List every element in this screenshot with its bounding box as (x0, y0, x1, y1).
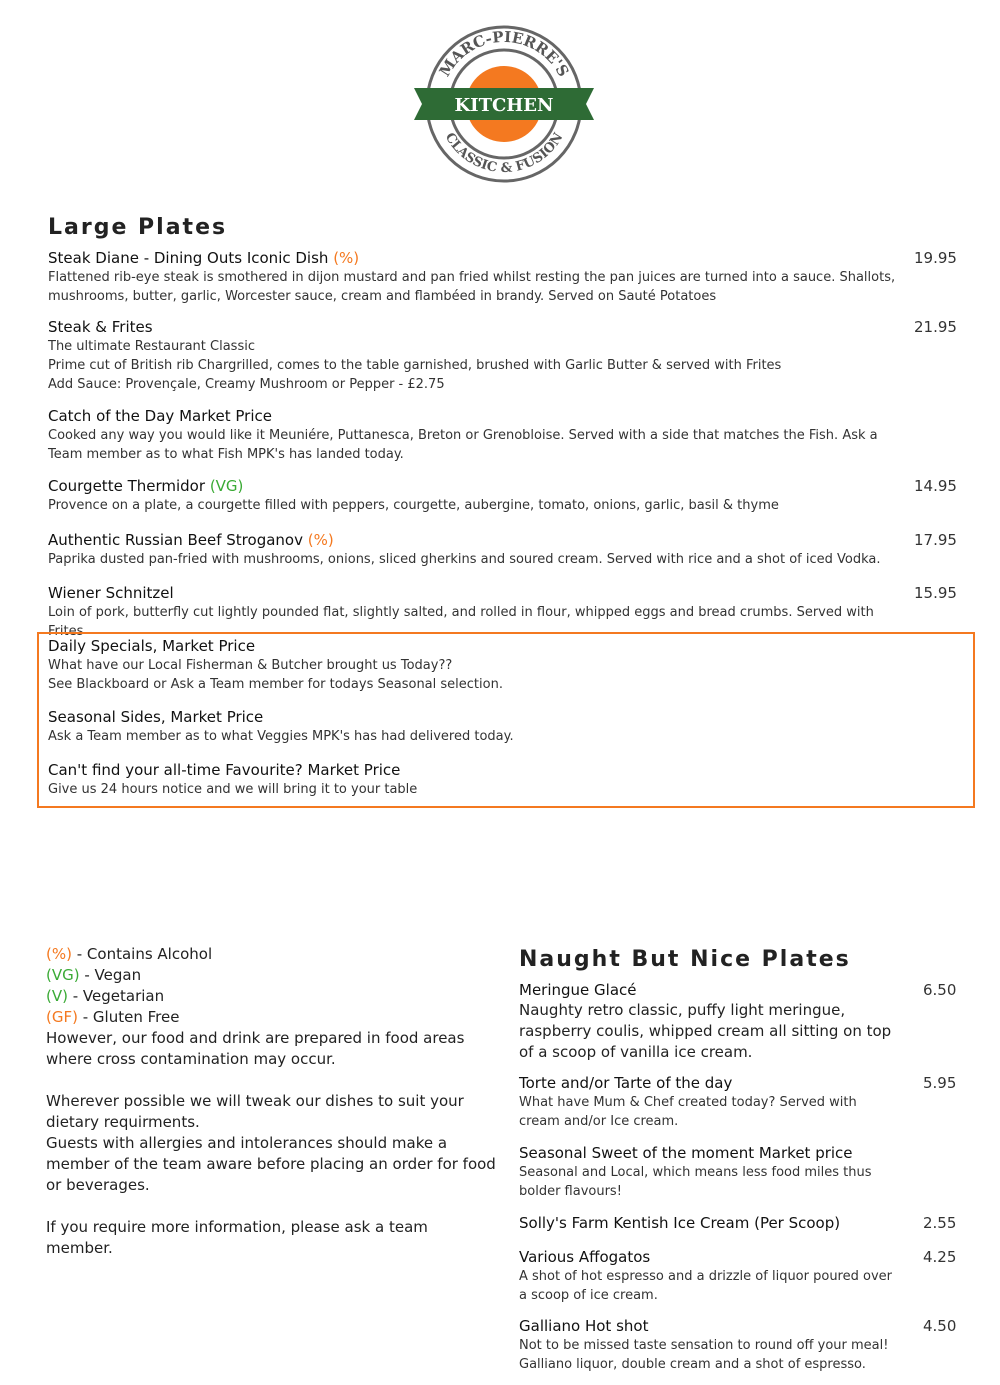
dessert-description: What have Mum & Chef created today? Served with cream and/or Ice cream. (519, 1095, 857, 1129)
info-note: If you require more information, please ask a team member. (46, 1218, 428, 1257)
special-description: Ask a Team member as to what Veggies MPK's has had delivered today. (48, 729, 514, 744)
item-price: 15.95 (914, 584, 957, 602)
item-title (48, 407, 908, 426)
item-name: Wiener Schnitzel (48, 584, 174, 602)
item-price: 19.95 (914, 249, 957, 267)
dessert-name: Seasonal Sweet of the moment Market price (519, 1144, 853, 1162)
legend-item (46, 965, 496, 986)
special-description: See Blackboard or Ask a Team member for todays Seasonal selection. (48, 677, 503, 692)
svg-text:KITCHEN: KITCHEN (454, 95, 554, 116)
item-description: Cooked any way you would like it Meuniére, Puttanesca, Breton or Grenobloise. Served with a side that matches the Fish. Ask a Team member as to what Fish MPK's has landed today. (48, 428, 878, 462)
item-title (48, 318, 908, 337)
dessert-price: 2.55 (923, 1214, 957, 1232)
dietary-tag: (VG) (209, 477, 244, 495)
menu-item (48, 477, 908, 515)
legend-item (46, 986, 496, 1007)
item-description: Paprika dusted pan-fried with mushrooms, onions, sliced gherkins and soured cream. Served with rice and a shot of iced Vodka. (48, 552, 881, 567)
allergy-note: Guests with allergies and intolerances should make a member of the team aware before placing an order for food or beverages. (46, 1134, 496, 1194)
dessert-description: Naughty retro classic, puffy light meringue, raspberry coulis, whipped cream all sitting on top of a scoop of vanilla ice cream. (519, 1001, 892, 1061)
item-price: 21.95 (914, 318, 957, 336)
dessert-price: 5.95 (923, 1074, 957, 1092)
dessert-item (519, 1144, 899, 1201)
legend-code: (VG) (46, 966, 80, 984)
special-title: Can't find your all-time Favourite? Market Price (48, 761, 401, 779)
item-description: The ultimate Restaurant Classic (48, 339, 255, 354)
item-title (48, 477, 908, 496)
menu-item (48, 318, 908, 394)
legend-item (46, 944, 496, 965)
legend-code: (%) (46, 945, 72, 963)
dessert-name: Various Affogatos (519, 1248, 651, 1266)
nice-plates-heading: Naught But Nice Plates (519, 947, 851, 972)
dessert-price: 4.25 (923, 1248, 957, 1266)
item-description: Loin of pork, butterfly cut lightly pounded flat, slightly salted, and rolled in flour, whipped eggs and bread crumbs. Served with Frites (48, 605, 874, 639)
dessert-price: 4.50 (923, 1317, 957, 1335)
special-title: Seasonal Sides, Market Price (48, 708, 264, 726)
legend-label: - Gluten Free (77, 1008, 180, 1026)
item-name: Steak Diane - Dining Outs Iconic Dish (48, 249, 329, 267)
dessert-description: Seasonal and Local, which means less food miles thus bolder flavours! (519, 1165, 872, 1199)
svg-text:MARC-PIERRE'S: MARC-PIERRE'S (435, 27, 573, 80)
dessert-price: 6.50 (923, 981, 957, 999)
item-title (48, 584, 908, 603)
dessert-item (519, 1317, 899, 1374)
legend-code: (GF) (46, 1008, 78, 1026)
dessert-item (519, 1074, 899, 1131)
item-description: Flattened rib-eye steak is smothered in dijon mustard and pan fried whilst resting the pan juices are turned into a sauce. Shallots, mushrooms, butter, garlic, Worcester sauce, cream and flambéed in brandy. Served on Sauté Potatoes (48, 270, 896, 304)
special-title: Daily Specials, Market Price (48, 637, 256, 655)
item-name: Courgette Thermidor (48, 477, 206, 495)
item-description: Prime cut of British rib Chargrilled, comes to the table garnished, brushed with Garlic Butter & served with Frites (48, 358, 782, 373)
item-name: Catch of the Day Market Price (48, 407, 272, 425)
special-item (48, 637, 908, 694)
menu-item (48, 531, 908, 569)
dessert-name: Torte and/or Tarte of the day (519, 1074, 733, 1092)
dessert-name: Meringue Glacé (519, 981, 637, 999)
special-description: Give us 24 hours notice and we will bring it to your table (48, 782, 418, 797)
item-title (48, 531, 908, 550)
dessert-description: Not to be missed taste sensation to round off your meal! Galliano liquor, double cream and a shot of espresso. (519, 1338, 889, 1372)
special-item (48, 708, 908, 746)
special-item (48, 761, 908, 799)
svg-text:CLASSIC & FUSION: CLASSIC & FUSION (441, 130, 567, 177)
kitchen-logo (412, 24, 596, 184)
special-description: What have our Local Fisherman & Butcher brought us Today?? (48, 658, 453, 673)
legend-label: - Vegetarian (67, 987, 165, 1005)
dietary-legend (46, 944, 496, 1259)
allergen-note: However, our food and drink are prepared in food areas where cross contamination may occur. (46, 1029, 465, 1068)
legend-code: (V) (46, 987, 68, 1005)
menu-item (48, 407, 908, 464)
item-description: Add Sauce: Provençale, Creamy Mushroom or Pepper - £2.75 (48, 377, 445, 392)
item-name: Authentic Russian Beef Stroganov (48, 531, 303, 549)
item-price: 17.95 (914, 531, 957, 549)
dessert-name: Solly's Farm Kentish Ice Cream (Per Scoop) (519, 1214, 841, 1232)
menu-item (48, 249, 908, 306)
dessert-name: Galliano Hot shot (519, 1317, 649, 1335)
dietary-tag: (%) (307, 531, 334, 549)
legend-label: - Contains Alcohol (71, 945, 213, 963)
dietary-tag: (%) (333, 249, 360, 267)
dessert-description: A shot of hot espresso and a drizzle of liquor poured over a scoop of ice cream. (519, 1269, 892, 1303)
dessert-item (519, 1214, 899, 1233)
legend-item (46, 1007, 496, 1028)
dessert-item (519, 981, 899, 1063)
legend-label: - Vegan (79, 966, 142, 984)
item-name: Steak & Frites (48, 318, 153, 336)
item-price: 14.95 (914, 477, 957, 495)
item-title (48, 249, 908, 268)
item-description: Provence on a plate, a courgette filled with peppers, courgette, aubergine, tomato, onions, garlic, basil & thyme (48, 498, 779, 513)
large-plates-heading: Large Plates (48, 215, 228, 240)
dessert-item (519, 1248, 899, 1305)
dietary-note: Wherever possible we will tweak our dishes to suit your dietary requirments. (46, 1092, 464, 1131)
